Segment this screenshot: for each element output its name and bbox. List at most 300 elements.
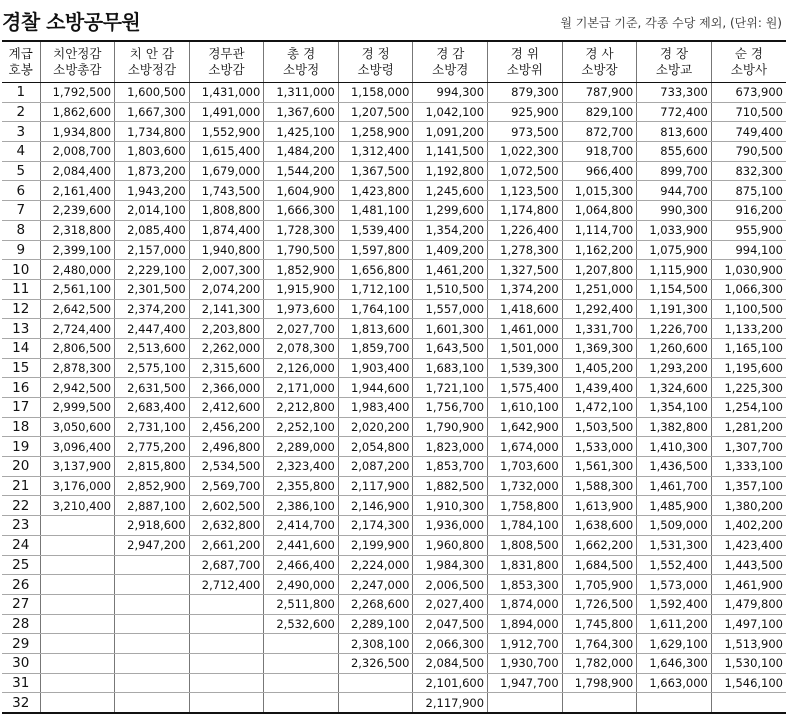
- salary-cell: 2,712,400: [189, 575, 264, 595]
- salary-cell: 1,874,000: [488, 594, 563, 614]
- salary-cell: [115, 693, 190, 713]
- salary-cell: 1,940,800: [189, 240, 264, 260]
- salary-cell: 1,960,800: [413, 535, 488, 555]
- salary-cell: 918,700: [562, 142, 637, 162]
- salary-cell: 1,299,600: [413, 201, 488, 221]
- salary-cell: 1,934,800: [40, 122, 115, 142]
- grade-header: [562, 41, 637, 83]
- salary-cell: 2,301,500: [115, 279, 190, 299]
- salary-cell: 733,300: [637, 83, 712, 103]
- salary-cell: 2,020,200: [338, 417, 413, 437]
- salary-cell: 1,443,500: [711, 555, 786, 575]
- table-row: [2, 142, 786, 162]
- salary-cell: [115, 634, 190, 654]
- salary-cell: 2,027,400: [413, 594, 488, 614]
- salary-cell: 2,157,000: [115, 240, 190, 260]
- salary-cell: 2,513,600: [115, 338, 190, 358]
- salary-cell: 1,410,300: [637, 437, 712, 457]
- salary-cell: 1,557,000: [413, 299, 488, 319]
- salary-cell: 1,790,500: [264, 240, 339, 260]
- salary-cell: 1,461,200: [413, 260, 488, 280]
- salary-cell: 2,047,500: [413, 614, 488, 634]
- salary-cell: 872,700: [562, 122, 637, 142]
- police-rank: 치 안 감: [129, 46, 174, 61]
- salary-cell: 1,656,800: [338, 260, 413, 280]
- salary-cell: [40, 614, 115, 634]
- salary-cell: 1,882,500: [413, 476, 488, 496]
- step-cell: 12: [2, 299, 40, 319]
- salary-cell: 2,355,800: [264, 476, 339, 496]
- header: [0, 0, 790, 38]
- salary-cell: 2,006,500: [413, 575, 488, 595]
- salary-cell: 1,745,800: [562, 614, 637, 634]
- step-cell: 22: [2, 496, 40, 516]
- salary-cell: 1,260,600: [637, 338, 712, 358]
- salary-cell: 2,490,000: [264, 575, 339, 595]
- salary-cell: 1,165,100: [711, 338, 786, 358]
- salary-cell: 2,146,900: [338, 496, 413, 516]
- salary-cell: 1,666,300: [264, 201, 339, 221]
- salary-cell: 1,485,900: [637, 496, 712, 516]
- salary-cell: 2,224,000: [338, 555, 413, 575]
- salary-cell: 1,226,700: [637, 319, 712, 339]
- salary-cell: 1,726,500: [562, 594, 637, 614]
- salary-cell: 2,007,300: [189, 260, 264, 280]
- salary-cell: 1,066,300: [711, 279, 786, 299]
- salary-cell: 2,602,500: [189, 496, 264, 516]
- salary-cell: 2,724,400: [40, 319, 115, 339]
- salary-cell: 955,900: [711, 220, 786, 240]
- salary-cell: 1,859,700: [338, 338, 413, 358]
- salary-cell: 1,782,000: [562, 653, 637, 673]
- unit-note: 월 기본급 기준, 각종 수당 제외, (단위: 원): [560, 16, 782, 30]
- step-cell: 6: [2, 181, 40, 201]
- step-cell: 1: [2, 83, 40, 103]
- salary-cell: 2,947,200: [115, 535, 190, 555]
- salary-cell: 2,171,000: [264, 378, 339, 398]
- salary-cell: 1,402,200: [711, 516, 786, 536]
- police-rank: 순 경: [734, 46, 763, 61]
- salary-cell: 1,703,600: [488, 457, 563, 477]
- salary-cell: 1,484,200: [264, 142, 339, 162]
- salary-cell: [189, 673, 264, 693]
- salary-cell: 1,226,400: [488, 220, 563, 240]
- salary-cell: 1,813,600: [338, 319, 413, 339]
- salary-cell: 2,315,600: [189, 358, 264, 378]
- salary-cell: 2,399,100: [40, 240, 115, 260]
- salary-cell: [115, 653, 190, 673]
- salary-cell: 1,734,800: [115, 122, 190, 142]
- salary-cell: 2,683,400: [115, 398, 190, 418]
- salary-cell: 2,289,100: [338, 614, 413, 634]
- salary-cell: 1,431,000: [189, 83, 264, 103]
- salary-cell: [637, 693, 712, 713]
- salary-cell: 2,942,500: [40, 378, 115, 398]
- salary-cell: 832,300: [711, 161, 786, 181]
- salary-cell: 2,308,100: [338, 634, 413, 654]
- salary-cell: 2,161,400: [40, 181, 115, 201]
- salary-cell: [189, 693, 264, 713]
- salary-cell: 1,042,100: [413, 102, 488, 122]
- salary-cell: 1,022,300: [488, 142, 563, 162]
- salary-cell: 1,862,600: [40, 102, 115, 122]
- step-cell: 19: [2, 437, 40, 457]
- salary-cell: 1,894,000: [488, 614, 563, 634]
- salary-cell: 1,075,900: [637, 240, 712, 260]
- step-cell: 5: [2, 161, 40, 181]
- salary-cell: 1,592,400: [637, 594, 712, 614]
- salary-cell: 1,973,600: [264, 299, 339, 319]
- salary-cell: 1,732,000: [488, 476, 563, 496]
- salary-cell: 1,367,600: [264, 102, 339, 122]
- salary-cell: 1,546,100: [711, 673, 786, 693]
- grade-header: [488, 41, 563, 83]
- table-row: [2, 693, 786, 713]
- salary-cell: [562, 693, 637, 713]
- salary-cell: 1,307,700: [711, 437, 786, 457]
- table-row: [2, 634, 786, 654]
- salary-cell: 1,831,800: [488, 555, 563, 575]
- salary-cell: 1,530,100: [711, 653, 786, 673]
- salary-cell: 3,176,000: [40, 476, 115, 496]
- salary-cell: 1,312,400: [338, 142, 413, 162]
- table-row: [2, 437, 786, 457]
- fire-rank: 소방위: [506, 62, 543, 77]
- step-cell: 14: [2, 338, 40, 358]
- salary-cell: 899,700: [637, 161, 712, 181]
- salary-cell: 1,903,400: [338, 358, 413, 378]
- salary-cell: 2,642,500: [40, 299, 115, 319]
- salary-cell: [40, 555, 115, 575]
- salary-cell: 1,174,800: [488, 201, 563, 221]
- salary-cell: 1,423,800: [338, 181, 413, 201]
- salary-cell: 1,357,100: [711, 476, 786, 496]
- salary-cell: 1,674,000: [488, 437, 563, 457]
- police-rank: 치안정감: [53, 46, 102, 61]
- salary-cell: 1,374,200: [488, 279, 563, 299]
- salary-cell: 1,278,300: [488, 240, 563, 260]
- header-row: [2, 41, 786, 83]
- salary-cell: 1,597,800: [338, 240, 413, 260]
- salary-cell: 1,369,300: [562, 338, 637, 358]
- salary-cell: 1,158,000: [338, 83, 413, 103]
- table-row: [2, 319, 786, 339]
- table-row: [2, 201, 786, 221]
- grade-header: [264, 41, 339, 83]
- salary-cell: 1,808,800: [189, 201, 264, 221]
- salary-cell: 1,743,500: [189, 181, 264, 201]
- salary-cell: 1,705,900: [562, 575, 637, 595]
- salary-cell: 2,203,800: [189, 319, 264, 339]
- salary-cell: [115, 614, 190, 634]
- salary-cell: 2,054,800: [338, 437, 413, 457]
- salary-cell: 1,311,000: [264, 83, 339, 103]
- salary-cell: 1,207,800: [562, 260, 637, 280]
- fire-rank: 소방경: [432, 62, 469, 77]
- salary-cell: 1,764,100: [338, 299, 413, 319]
- salary-cell: [189, 653, 264, 673]
- step-cell: 26: [2, 575, 40, 595]
- table-row: [2, 378, 786, 398]
- salary-cell: 2,141,300: [189, 299, 264, 319]
- salary-cell: 2,085,400: [115, 220, 190, 240]
- salary-cell: [115, 673, 190, 693]
- salary-cell: 2,117,900: [413, 693, 488, 713]
- salary-cell: [115, 555, 190, 575]
- salary-cell: 710,500: [711, 102, 786, 122]
- salary-cell: 1,382,800: [637, 417, 712, 437]
- salary-cell: 1,331,700: [562, 319, 637, 339]
- step-cell: 30: [2, 653, 40, 673]
- step-cell: 25: [2, 555, 40, 575]
- salary-cell: 1,293,200: [637, 358, 712, 378]
- salary-cell: 1,756,700: [413, 398, 488, 418]
- salary-cell: 2,815,800: [115, 457, 190, 477]
- step-cell: 29: [2, 634, 40, 654]
- salary-cell: 1,033,900: [637, 220, 712, 240]
- salary-cell: 1,409,200: [413, 240, 488, 260]
- salary-cell: 813,600: [637, 122, 712, 142]
- salary-cell: 1,405,200: [562, 358, 637, 378]
- salary-cell: 2,456,200: [189, 417, 264, 437]
- salary-cell: 2,066,300: [413, 634, 488, 654]
- salary-cell: 1,712,100: [338, 279, 413, 299]
- step-cell: 31: [2, 673, 40, 693]
- step-cell: 10: [2, 260, 40, 280]
- salary-cell: 1,251,000: [562, 279, 637, 299]
- salary-cell: 1,324,600: [637, 378, 712, 398]
- salary-cell: 1,798,900: [562, 673, 637, 693]
- grade-header: [637, 41, 712, 83]
- salary-cell: 994,300: [413, 83, 488, 103]
- salary-cell: [40, 575, 115, 595]
- grade-header: [338, 41, 413, 83]
- police-rank: 경 사: [585, 46, 614, 61]
- salary-cell: 2,852,900: [115, 476, 190, 496]
- salary-cell: 1,207,500: [338, 102, 413, 122]
- salary-cell: 1,354,200: [413, 220, 488, 240]
- police-rank: 경 정: [361, 46, 390, 61]
- fire-rank: 소방교: [655, 62, 693, 77]
- salary-cell: 2,014,100: [115, 201, 190, 221]
- salary-cell: 1,936,000: [413, 516, 488, 536]
- salary-cell: 855,600: [637, 142, 712, 162]
- salary-cell: [40, 693, 115, 713]
- fire-rank: 소방정: [282, 62, 320, 77]
- salary-cell: 2,575,100: [115, 358, 190, 378]
- table-row: [2, 102, 786, 122]
- salary-cell: 1,575,400: [488, 378, 563, 398]
- police-rank: 경무관: [208, 46, 245, 61]
- fire-rank: 소방장: [581, 62, 618, 77]
- salary-cell: 2,496,800: [189, 437, 264, 457]
- salary-cell: 1,662,200: [562, 535, 637, 555]
- salary-cell: 2,775,200: [115, 437, 190, 457]
- salary-cell: 1,679,000: [189, 161, 264, 181]
- salary-cell: 1,245,600: [413, 181, 488, 201]
- salary-cell: 1,643,500: [413, 338, 488, 358]
- salary-cell: 2,174,300: [338, 516, 413, 536]
- salary-cell: 1,509,000: [637, 516, 712, 536]
- salary-cell: 1,764,300: [562, 634, 637, 654]
- table-row: [2, 83, 786, 103]
- page-title: 경찰 소방공무원: [2, 10, 141, 34]
- salary-cell: 2,887,100: [115, 496, 190, 516]
- salary-cell: 2,569,700: [189, 476, 264, 496]
- salary-cell: 1,072,500: [488, 161, 563, 181]
- salary-cell: 1,610,100: [488, 398, 563, 418]
- salary-cell: 1,912,700: [488, 634, 563, 654]
- salary-cell: 2,318,800: [40, 220, 115, 240]
- step-cell: 23: [2, 516, 40, 536]
- fire-rank: 소방감: [208, 62, 245, 77]
- salary-cell: 1,943,200: [115, 181, 190, 201]
- salary-cell: 2,247,000: [338, 575, 413, 595]
- salary-cell: 1,803,600: [115, 142, 190, 162]
- salary-cell: 2,323,400: [264, 457, 339, 477]
- salary-cell: 1,497,100: [711, 614, 786, 634]
- salary-cell: [264, 693, 339, 713]
- table-row: [2, 161, 786, 181]
- step-cell: 24: [2, 535, 40, 555]
- salary-cell: 1,015,300: [562, 181, 637, 201]
- salary-cell: 1,853,700: [413, 457, 488, 477]
- salary-cell: 1,873,200: [115, 161, 190, 181]
- salary-cell: [264, 653, 339, 673]
- salary-cell: 1,380,200: [711, 496, 786, 516]
- salary-cell: 3,210,400: [40, 496, 115, 516]
- police-rank: 경 장: [659, 46, 689, 61]
- table-row: [2, 338, 786, 358]
- salary-cell: 2,008,700: [40, 142, 115, 162]
- salary-cell: 925,900: [488, 102, 563, 122]
- salary-cell: 787,900: [562, 83, 637, 103]
- salary-cell: 1,792,500: [40, 83, 115, 103]
- salary-cell: 2,414,700: [264, 516, 339, 536]
- salary-cell: 1,613,900: [562, 496, 637, 516]
- salary-cell: 1,472,100: [562, 398, 637, 418]
- salary-cell: 1,123,500: [488, 181, 563, 201]
- salary-cell: 2,631,500: [115, 378, 190, 398]
- salary-cell: 1,461,700: [637, 476, 712, 496]
- salary-cell: 1,638,600: [562, 516, 637, 536]
- fire-rank: 소방총감: [53, 62, 102, 77]
- salary-cell: 1,667,300: [115, 102, 190, 122]
- table-row: [2, 555, 786, 575]
- fire-rank: 소방사: [730, 62, 768, 77]
- salary-cell: 1,154,500: [637, 279, 712, 299]
- table-row: [2, 653, 786, 673]
- salary-cell: 1,354,100: [637, 398, 712, 418]
- salary-cell: 749,400: [711, 122, 786, 142]
- grade-header: [711, 41, 786, 83]
- step-cell: 17: [2, 398, 40, 418]
- table-row: [2, 279, 786, 299]
- salary-cell: 2,326,500: [338, 653, 413, 673]
- salary-cell: 990,300: [637, 201, 712, 221]
- salary-cell: 2,918,600: [115, 516, 190, 536]
- salary-cell: 966,400: [562, 161, 637, 181]
- salary-cell: 1,479,800: [711, 594, 786, 614]
- salary-cell: 772,400: [637, 102, 712, 122]
- step-cell: 18: [2, 417, 40, 437]
- salary-cell: 2,374,200: [115, 299, 190, 319]
- salary-cell: 1,162,200: [562, 240, 637, 260]
- salary-cell: 829,100: [562, 102, 637, 122]
- salary-cell: 1,100,500: [711, 299, 786, 319]
- salary-cell: 1,728,300: [264, 220, 339, 240]
- salary-cell: 1,254,100: [711, 398, 786, 418]
- salary-cell: 1,561,300: [562, 457, 637, 477]
- salary-cell: [488, 693, 563, 713]
- salary-cell: [189, 594, 264, 614]
- salary-cell: 1,874,400: [189, 220, 264, 240]
- salary-cell: 1,544,200: [264, 161, 339, 181]
- salary-cell: 2,687,700: [189, 555, 264, 575]
- grade-header: [40, 41, 115, 83]
- step-cell: 3: [2, 122, 40, 142]
- salary-cell: 2,252,100: [264, 417, 339, 437]
- salary-cell: 1,852,900: [264, 260, 339, 280]
- salary-cell: 1,481,100: [338, 201, 413, 221]
- table-row: [2, 220, 786, 240]
- police-rank: 경 위: [510, 46, 539, 61]
- salary-table: [2, 40, 786, 714]
- salary-cell: [40, 653, 115, 673]
- salary-cell: 2,534,500: [189, 457, 264, 477]
- step-cell: 11: [2, 279, 40, 299]
- salary-cell: 2,632,800: [189, 516, 264, 536]
- table-row: [2, 417, 786, 437]
- salary-cell: 2,511,800: [264, 594, 339, 614]
- salary-cell: 1,915,900: [264, 279, 339, 299]
- salary-cell: 1,367,500: [338, 161, 413, 181]
- table-row: [2, 260, 786, 280]
- salary-cell: 790,500: [711, 142, 786, 162]
- step-header: [2, 41, 40, 83]
- salary-cell: 2,078,300: [264, 338, 339, 358]
- step-header-line-2: 호봉: [8, 62, 33, 77]
- salary-cell: [40, 535, 115, 555]
- salary-cell: 1,461,900: [711, 575, 786, 595]
- salary-cell: 1,114,700: [562, 220, 637, 240]
- salary-cell: 1,984,300: [413, 555, 488, 575]
- salary-cell: 2,661,200: [189, 535, 264, 555]
- salary-cell: 1,930,700: [488, 653, 563, 673]
- salary-cell: 1,663,000: [637, 673, 712, 693]
- salary-cell: 2,999,500: [40, 398, 115, 418]
- step-cell: 21: [2, 476, 40, 496]
- table-row: [2, 496, 786, 516]
- salary-cell: [338, 693, 413, 713]
- salary-cell: 875,100: [711, 181, 786, 201]
- salary-cell: 3,050,600: [40, 417, 115, 437]
- table-row: [2, 476, 786, 496]
- salary-cell: 2,366,000: [189, 378, 264, 398]
- salary-cell: 1,600,500: [115, 83, 190, 103]
- salary-cell: 1,225,300: [711, 378, 786, 398]
- table-row: [2, 181, 786, 201]
- salary-cell: 2,441,600: [264, 535, 339, 555]
- salary-cell: 1,141,500: [413, 142, 488, 162]
- salary-cell: 1,503,500: [562, 417, 637, 437]
- salary-cell: 1,853,300: [488, 575, 563, 595]
- salary-cell: 1,721,100: [413, 378, 488, 398]
- step-cell: 8: [2, 220, 40, 240]
- salary-cell: [115, 575, 190, 595]
- salary-cell: 994,100: [711, 240, 786, 260]
- salary-cell: 1,491,000: [189, 102, 264, 122]
